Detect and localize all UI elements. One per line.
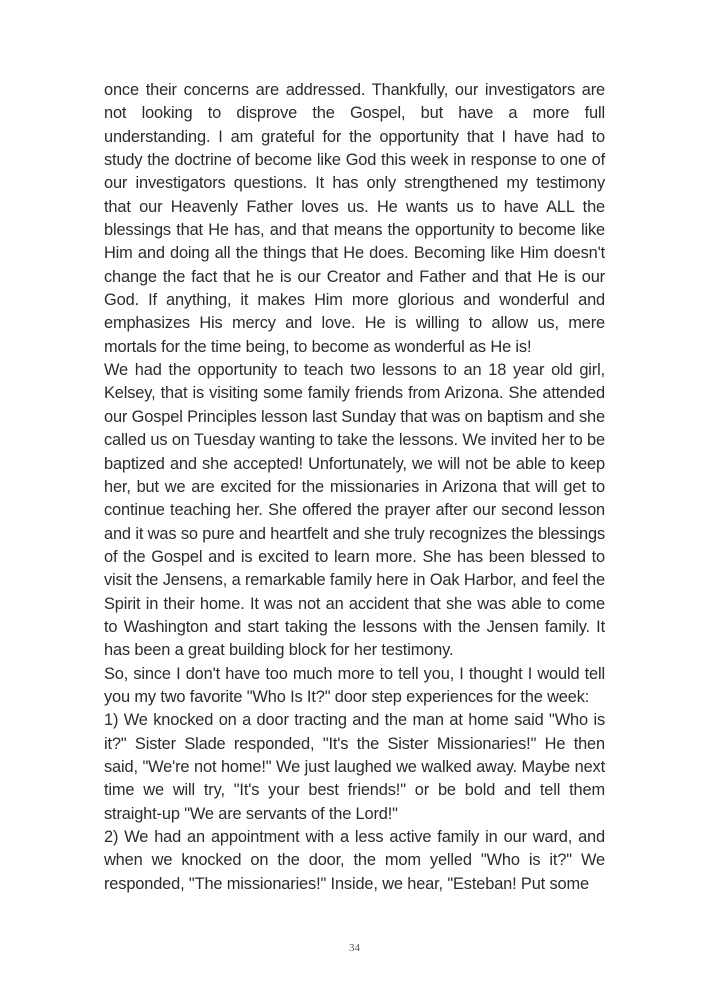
paragraph-experience-two: 2) We had an appointment with a less active family in our ward, and when we knocked on the door, the mom yelled "Who is it?" We responded, "The missionaries!" Inside, we hear, "Esteban! Put some [104, 828, 605, 893]
page-number: 34 [349, 942, 360, 954]
paragraph-testimony: once their concerns are addressed. Thankfully, our investigators are not looking to disprove the Gospel, but have a more full understanding. I am grateful for the opportunity that I have had to study the doctrine of become like God this week in response to one of our investigators questions. It has only strengthened my testimony that our Heavenly Father loves us. He wants us to have ALL the blessings that He has, and that means the opportunity to become like Him and doing all the things that He does. Becoming like Him doesn't change the fact that he is our Creator and Father and that He is our God. If anything, it makes Him more glorious and wonderful and emphasizes His mercy and love. He is willing to allow us, mere mortals for the time being, to become as wonderful as He is! [104, 81, 605, 356]
paragraph-kelsey-lessons: We had the opportunity to teach two lessons to an 18 year old girl, Kelsey, that is visiting some family friends from Arizona. She attended our Gospel Principles lesson last Sunday that was on baptism and she called us on Tuesday wanting to take the lessons. We invited her to be baptized and she accepted! Unfortunately, we will not be able to keep her, but we are excited for the missionaries in Arizona that will get to continue teaching her. She offered the prayer after our second lesson and it was so pure and heartfelt and she truly recognizes the blessings of the Gospel and is excited to learn more. She has been blessed to visit the Jensens, a remarkable family here in Oak Harbor, and feel the Spirit in their home. It was not an accident that she was able to come to Washington and start taking the lessons with the Jensen family. It has been a great building block for her testimony. [104, 361, 605, 660]
page-body [104, 79, 605, 896]
paragraph-who-is-it-intro: So, since I don't have too much more to tell you, I thought I would tell you my two favorite "Who Is It?" door step experiences for the week: [104, 664, 605, 706]
paragraph-experience-one: 1) We knocked on a door tracting and the man at home said "Who is it?" Sister Slade responded, "It's the Sister Missionaries!" He then said, "We're not home!" We just laughed we walked away. Maybe next time we will try, "It's your best friends!" or be bold and tell them straight-up "We are servants of the Lord!" [104, 711, 605, 823]
